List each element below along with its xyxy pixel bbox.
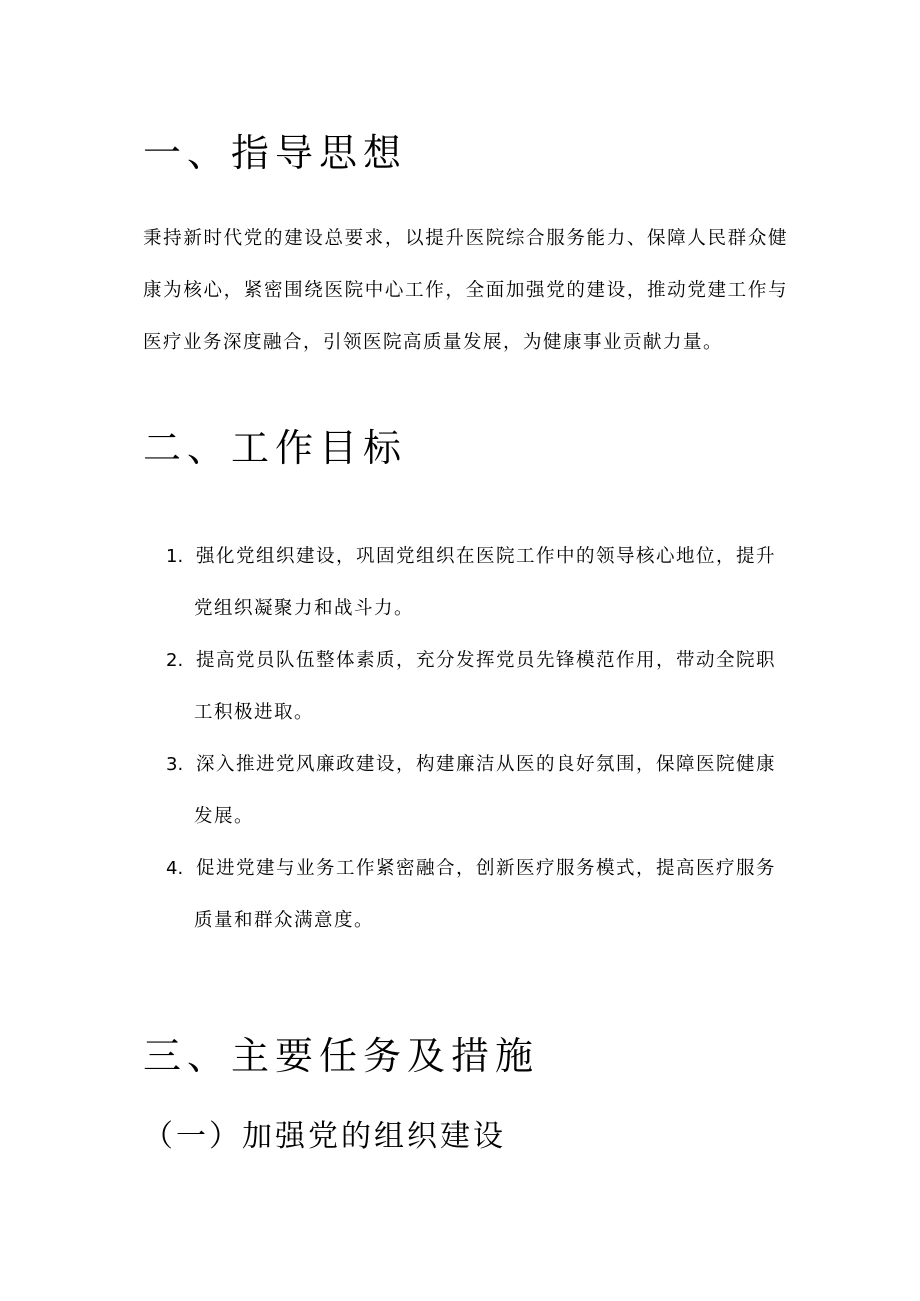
goal-text-line2: 工积极进取。 bbox=[194, 702, 315, 723]
goal-text-line2: 发展。 bbox=[194, 806, 255, 827]
goal-text-line2: 质量和群众满意度。 bbox=[194, 910, 375, 931]
goal-text-line1: 促进党建与业务工作紧密融合，创新医疗服务模式，提高医疗服务 bbox=[196, 858, 777, 879]
goal-item bbox=[166, 843, 786, 947]
section-heading-work-goals: 二、工作目标 bbox=[143, 426, 408, 470]
goal-number: 2. bbox=[166, 650, 184, 671]
goal-item bbox=[166, 531, 786, 635]
guiding-thought-paragraph: 秉持新时代党的建设总要求，以提升医院综合服务能力、保障人民群众健康为核心，紧密围绕医院中心工作，全面加强党的建设，推动党建工作与医疗业务深度融合，引领医院高质量发展，为健康事业贡献力量。 bbox=[143, 228, 788, 353]
section-heading-guiding-thought: 一、指导思想 bbox=[143, 131, 408, 175]
section-heading-main-tasks: 三、主要任务及措施 bbox=[143, 1034, 540, 1078]
goal-number: 3. bbox=[166, 754, 184, 775]
goal-number: 1. bbox=[166, 546, 184, 567]
goal-item bbox=[166, 739, 786, 843]
goal-text-line1: 强化党组织建设，巩固党组织在医院工作中的领导核心地位，提升 bbox=[196, 546, 777, 567]
goal-number: 4. bbox=[166, 858, 184, 879]
goal-text-line1: 深入推进党风廉政建设，构建廉洁从医的良好氛围，保障医院健康 bbox=[196, 754, 777, 775]
goal-item bbox=[166, 635, 786, 739]
goal-text-line2: 党组织凝聚力和战斗力。 bbox=[194, 598, 415, 619]
goal-text-line1: 提高党员队伍整体素质，充分发挥党员先锋模范作用，带动全院职 bbox=[196, 650, 777, 671]
subsection-heading-organization: （一）加强党的组织建设 bbox=[143, 1119, 506, 1154]
